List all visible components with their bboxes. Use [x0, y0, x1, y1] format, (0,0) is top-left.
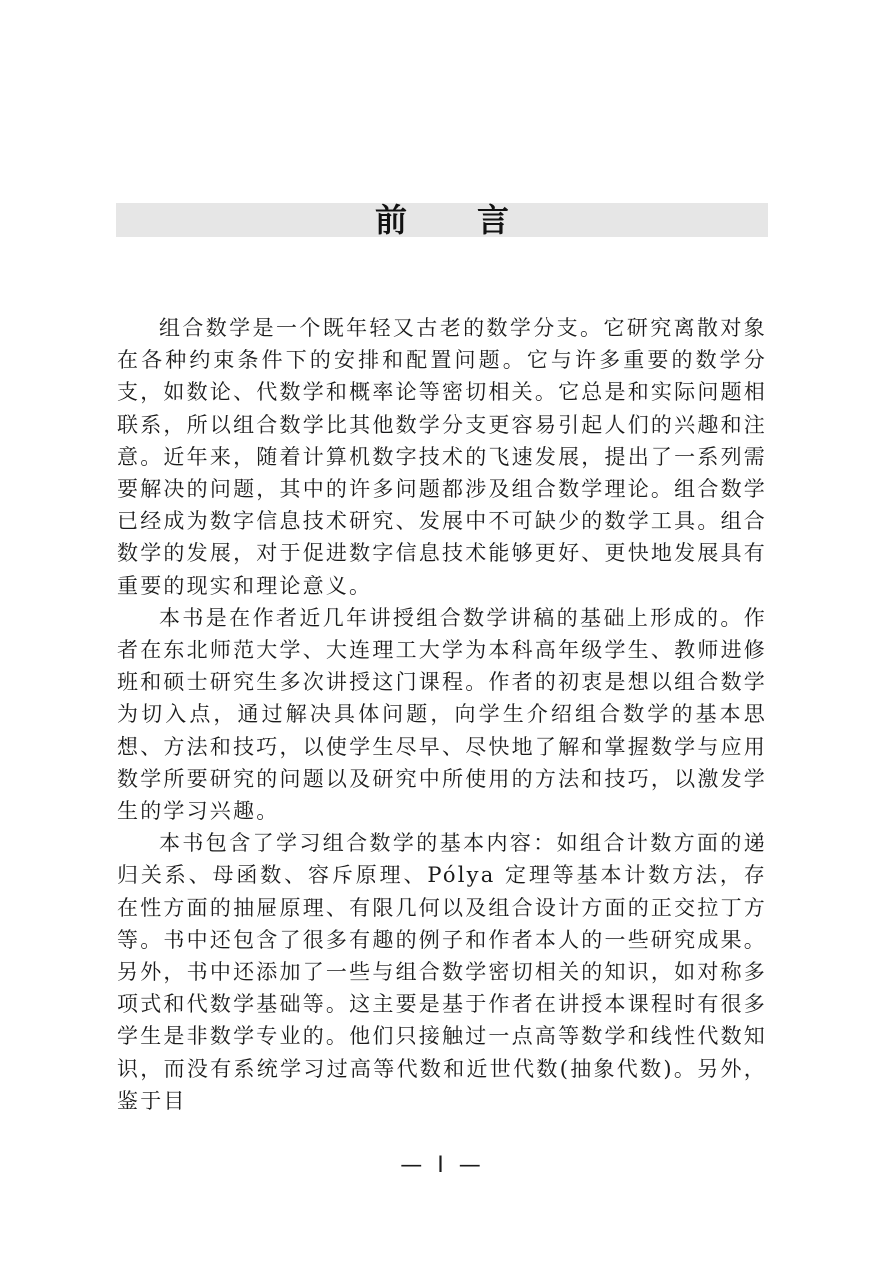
- heading-char-1: 前: [374, 201, 407, 239]
- heading-char-2: 言: [477, 201, 510, 239]
- page-number: — Ⅰ —: [400, 1153, 485, 1178]
- preface-heading: [116, 203, 768, 237]
- preface-body: [117, 312, 767, 1117]
- paragraph-3: 本书包含了学习组合数学的基本内容：如组合计数方面的递归关系、母函数、容斥原理、Pólya 定理等基本计数方法，存在性方面的抽屉原理、有限几何以及组合设计方面的正交拉丁方等。书中还包含了很多有趣的例子和作者本人的一些研究成果。另外，书中还添加了一些与组合数学密切相关的知识，如对称多项式和代数学基础等。这主要是基于作者在讲授本课程时有很多学生是非数学专业的。他们只接触过一点高等数学和线性代数知识，而没有系统学习过高等代数和近世代数(抽象代数)。另外，鉴于目: [117, 831, 767, 1113]
- paragraph-2: 本书是在作者近几年讲授组合数学讲稿的基础上形成的。作者在东北师范大学、大连理工大学为本科高年级学生、教师进修班和硕士研究生多次讲授这门课程。作者的初衷是想以组合数学为切入点，通过解决具体问题，向学生介绍组合数学的基本思想、方法和技巧，以使学生尽早、尽快地了解和掌握数学与应用数学所要研究的问题以及研究中所使用的方法和技巧，以激发学生的学习兴趣。: [117, 605, 767, 824]
- paragraph-1: 组合数学是一个既年轻又古老的数学分支。它研究离散对象在各种约束条件下的安排和配置问题。它与许多重要的数学分支，如数论、代数学和概率论等密切相关。它总是和实际问题相联系，所以组合数学比其他数学分支更容易引起人们的兴趣和注意。近年来，随着计算机数字技术的飞速发展，提出了一系列需要解决的问题，其中的许多问题都涉及组合数学理论。组合数学已经成为数字信息技术研究、发展中不可缺少的数学工具。组合数学的发展，对于促进数字信息技术能够更好、更快地发展具有重要的现实和理论意义。: [117, 316, 767, 598]
